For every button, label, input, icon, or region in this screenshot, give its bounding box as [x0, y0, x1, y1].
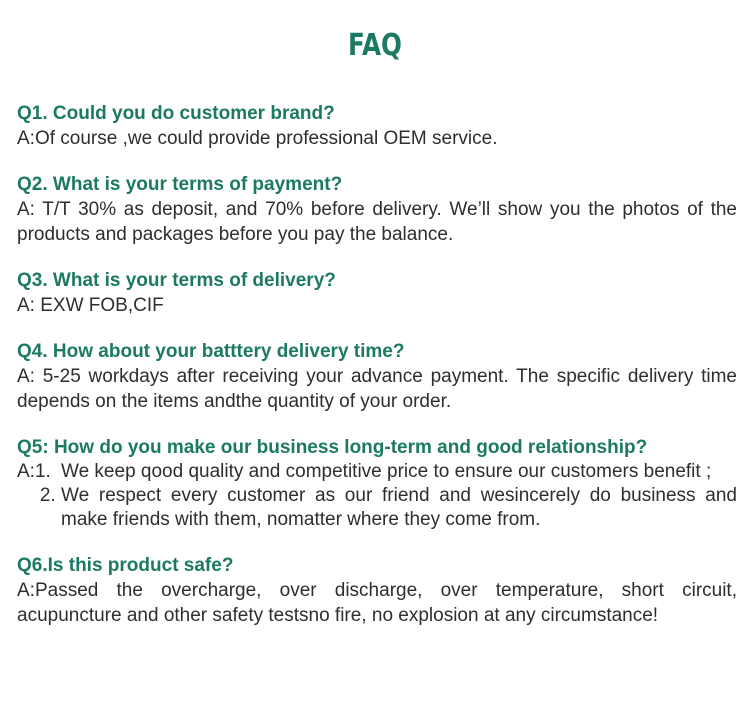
answer-q5-point-2-number: 2.: [39, 485, 56, 506]
page-title: FAQ: [348, 28, 402, 63]
faq-item-q6: [17, 553, 737, 628]
answer-q4: A: 5-25 workdays after receiving your advance payment. The specific delivery time depends on the items andthe quantity of your order.: [17, 366, 737, 412]
answer-q5-point-1-prefix: A:1.: [17, 461, 51, 482]
faq-item-q3: [17, 268, 737, 318]
answer-q3: A: EXW FOB,CIF: [17, 295, 164, 316]
question-q3: Q3. What is your terms of delivery?: [17, 270, 336, 291]
answer-q5-point-1-text: We keep qood quality and competitive price to ensure our customers benefit ;: [61, 461, 712, 482]
faq-item-q5: [17, 435, 737, 532]
question-q5: Q5: How do you make our business long-term and good relationship?: [17, 437, 648, 458]
faq-list: [17, 101, 737, 649]
question-q2: Q2. What is your terms of payment?: [17, 174, 343, 195]
answer-q5-point-2-prefix: [17, 484, 61, 532]
answer-q5-point-2-text: We respect every customer as our friend and wesincerely do business and make friends with them, nomatter where they come from.: [61, 485, 737, 530]
answer-q5-point-2: [17, 484, 737, 532]
answer-q1: A:Of course ,we could provide professional OEM service.: [17, 128, 498, 149]
faq-item-q4: [17, 339, 737, 414]
answer-q5-point-1: [17, 460, 737, 484]
faq-item-q2: [17, 172, 737, 247]
question-q6: Q6.Is this product safe?: [17, 555, 234, 576]
answer-q2: A: T/T 30% as deposit, and 70% before delivery. We’ll show you the photos of the products and packages before you pay the balance.: [17, 199, 737, 245]
question-q1: Q1. Could you do customer brand?: [17, 103, 335, 124]
question-q4: Q4. How about your batttery delivery time?: [17, 341, 405, 362]
answer-q6: A:Passed the overcharge, over discharge, over temperature, short circuit, acupuncture and other safety testsno fire, no explosion at any circumstance!: [17, 580, 737, 626]
faq-item-q1: [17, 101, 737, 151]
